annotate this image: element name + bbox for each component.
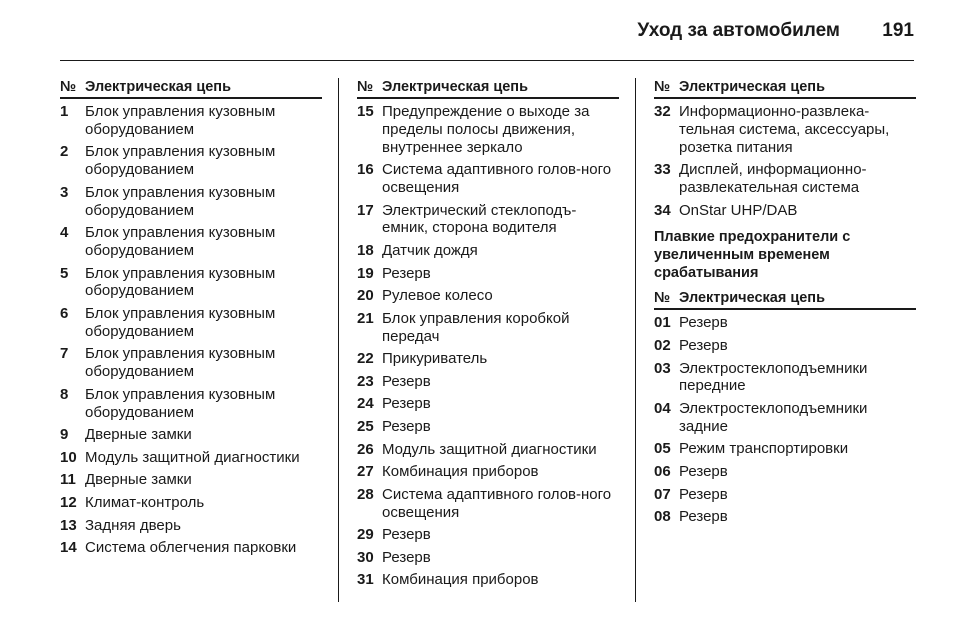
fuse-circuit: Блок управления кузовным оборудованием	[85, 183, 276, 219]
fuse-circuit: Модуль защитной диагностики	[382, 440, 597, 458]
fuse-row	[654, 337, 916, 355]
header-number: №	[654, 79, 671, 95]
fuse-number: 01	[654, 314, 671, 332]
fuse-row	[357, 373, 619, 391]
fuse-row	[357, 310, 619, 346]
fuse-number: 5	[60, 264, 69, 282]
fuse-row	[60, 224, 322, 260]
fuse-row	[60, 265, 322, 301]
fuse-number: 26	[357, 440, 374, 458]
table-header	[357, 78, 619, 99]
fuse-row	[654, 103, 916, 156]
fuse-circuit: Резерв	[382, 526, 431, 544]
fuse-number: 1	[60, 103, 69, 120]
fuse-circuit: Электростеклоподъемники задние	[679, 399, 868, 435]
fuse-row	[654, 508, 916, 526]
fuse-circuit: Дверные замки	[85, 471, 192, 489]
fuse-circuit: Блок управления кузовным оборудованием	[85, 103, 276, 138]
fuse-circuit: Предупреждение о выходе за пределы полосы движения, внутреннее зеркало	[382, 103, 590, 156]
fuse-circuit: Дверные замки	[85, 426, 192, 444]
fuse-circuit: Климат-контроль	[85, 493, 205, 511]
fuse-number: 16	[357, 161, 374, 179]
header-number: №	[654, 290, 671, 307]
fuse-row	[357, 265, 619, 283]
header-circuit: Электрическая цепь	[679, 79, 825, 95]
fuse-number: 21	[357, 309, 374, 327]
fuse-number: 3	[60, 183, 69, 201]
fuse-list	[60, 103, 322, 557]
fuse-number: 06	[654, 462, 671, 480]
fuse-number: 27	[357, 463, 374, 481]
fuse-row	[60, 184, 322, 220]
fuse-circuit: Комбинация приборов	[382, 571, 539, 589]
fuse-row	[654, 440, 916, 458]
fuse-row	[654, 161, 916, 197]
fuse-circuit: Модуль защитной диагностики	[85, 448, 300, 466]
fuse-circuit: Информационно-развлека-тельная система, аксессуары, розетка питания	[679, 103, 890, 156]
fuse-circuit: Блок управления кузовным оборудованием	[85, 345, 276, 381]
fuse-circuit: Задняя дверь	[85, 516, 181, 534]
fuse-number: 23	[357, 372, 374, 390]
table-header	[654, 289, 916, 310]
fuse-circuit: Резерв	[679, 508, 728, 526]
fuse-circuit: Электрический стеклоподъ-емник, сторона водителя	[382, 201, 577, 237]
header-circuit: Электрическая цепь	[382, 79, 528, 95]
fuse-row	[60, 494, 322, 512]
fuse-circuit: Блок управления кузовным оборудованием	[85, 385, 276, 421]
fuse-circuit: Датчик дождя	[382, 241, 478, 259]
fuse-row	[654, 400, 916, 436]
table-header	[60, 78, 322, 99]
fuse-row	[60, 517, 322, 535]
fuse-row	[357, 418, 619, 436]
fuse-circuit: Резерв	[679, 336, 728, 354]
fuse-list	[654, 103, 916, 219]
fuse-circuit: Прикуриватель	[382, 350, 488, 368]
fuse-circuit: Дисплей, информационно-развлекательная система	[679, 161, 867, 196]
fuse-circuit: Резерв	[679, 462, 728, 480]
fuse-row	[357, 441, 619, 459]
fuse-number: 05	[654, 440, 671, 458]
fuse-number: 02	[654, 336, 671, 354]
fuse-number: 03	[654, 359, 671, 377]
slow-blow-fuse-list	[654, 314, 916, 526]
fuse-circuit: OnStar UHP/DAB	[679, 201, 798, 219]
fuse-number: 07	[654, 485, 671, 503]
fuse-circuit: Рулевое колесо	[382, 287, 493, 305]
fuse-circuit: Резерв	[679, 314, 728, 332]
fuse-number: 11	[60, 471, 76, 489]
fuse-number: 9	[60, 426, 69, 444]
fuse-row	[357, 549, 619, 567]
fuse-number: 32	[654, 103, 671, 120]
fuse-row	[357, 161, 619, 197]
fuse-number: 14	[60, 539, 77, 557]
slow-blow-title: Плавкие предохранители с увеличенным временем срабатывания	[654, 229, 851, 282]
fuse-row	[654, 314, 916, 332]
fuse-number: 15	[357, 103, 374, 120]
fuse-row	[357, 395, 619, 413]
fuse-row	[60, 345, 322, 381]
fuse-row	[60, 449, 322, 467]
fuse-number: 4	[60, 224, 69, 242]
fuse-number: 20	[357, 287, 374, 305]
fuse-row	[357, 463, 619, 481]
fuse-circuit: Блок управления кузовным оборудованием	[85, 143, 276, 179]
header-number: №	[60, 79, 77, 95]
fuse-row	[654, 360, 916, 396]
fuse-row	[357, 103, 619, 156]
fuse-circuit: Электростеклоподъемники передние	[679, 359, 868, 395]
fuse-circuit: Система адаптивного голов-ного освещения	[382, 161, 612, 196]
fuse-circuit: Система адаптивного голов-ного освещения	[382, 485, 612, 521]
fuse-number: 04	[654, 399, 671, 417]
fuse-row	[357, 242, 619, 260]
section-title: Уход за автомобилем	[637, 20, 840, 41]
fuse-number: 17	[357, 201, 374, 219]
fuse-number: 29	[357, 526, 374, 544]
fuse-table-column-3	[654, 78, 916, 531]
fuse-number: 6	[60, 304, 69, 322]
fuse-number: 13	[60, 516, 77, 534]
fuse-circuit: Блок управления коробкой передач	[382, 309, 570, 345]
fuse-row	[654, 486, 916, 504]
fuse-row	[60, 471, 322, 489]
fuse-number: 34	[654, 201, 671, 219]
fuse-number: 33	[654, 161, 671, 179]
fuse-number: 19	[357, 264, 374, 282]
fuse-circuit: Резерв	[382, 548, 431, 566]
fuse-circuit: Резерв	[382, 372, 431, 390]
fuse-row	[60, 143, 322, 179]
fuse-number: 8	[60, 385, 69, 403]
page-number: 191	[882, 20, 914, 41]
fuse-circuit: Блок управления кузовным оборудованием	[85, 264, 276, 300]
fuse-circuit: Блок управления кузовным оборудованием	[85, 304, 276, 340]
fuse-circuit: Резерв	[382, 395, 431, 413]
fuse-row	[60, 103, 322, 139]
fuse-table-column-1	[60, 78, 322, 562]
header-number: №	[357, 79, 374, 95]
fuse-row	[60, 539, 322, 557]
fuse-number: 24	[357, 395, 374, 413]
fuse-circuit: Система облегчения парковки	[85, 539, 297, 557]
fuse-number: 12	[60, 493, 77, 511]
fuse-row	[60, 386, 322, 422]
table-header	[654, 78, 916, 99]
fuse-list	[357, 103, 619, 589]
fuse-number: 30	[357, 548, 374, 566]
header-divider	[60, 60, 914, 61]
fuse-circuit: Резерв	[382, 417, 431, 435]
fuse-number: 10	[60, 448, 77, 466]
header-circuit: Электрическая цепь	[679, 290, 825, 307]
fuse-row	[357, 486, 619, 522]
fuse-row	[357, 350, 619, 368]
fuse-number: 25	[357, 417, 374, 435]
fuse-number: 08	[654, 508, 671, 526]
fuse-number: 28	[357, 485, 374, 503]
fuse-row	[357, 571, 619, 589]
fuse-number: 18	[357, 241, 374, 259]
fuse-circuit: Комбинация приборов	[382, 463, 539, 481]
fuse-number: 31	[357, 571, 374, 589]
column-divider	[635, 78, 636, 602]
fuse-row	[654, 463, 916, 481]
fuse-row	[654, 202, 916, 220]
fuse-row	[357, 202, 619, 238]
column-divider	[338, 78, 339, 602]
fuse-table-column-2	[357, 78, 619, 594]
fuse-number: 7	[60, 345, 69, 363]
fuse-circuit: Резерв	[679, 485, 728, 503]
fuse-number: 22	[357, 350, 374, 368]
fuse-circuit: Режим транспортировки	[679, 440, 849, 458]
fuse-circuit: Резерв	[382, 264, 431, 282]
fuse-row	[357, 526, 619, 544]
fuse-row	[357, 287, 619, 305]
fuse-row	[60, 426, 322, 444]
fuse-number: 2	[60, 143, 69, 161]
header-circuit: Электрическая цепь	[85, 79, 231, 95]
fuse-row	[60, 305, 322, 341]
fuse-circuit: Блок управления кузовным оборудованием	[85, 224, 276, 259]
